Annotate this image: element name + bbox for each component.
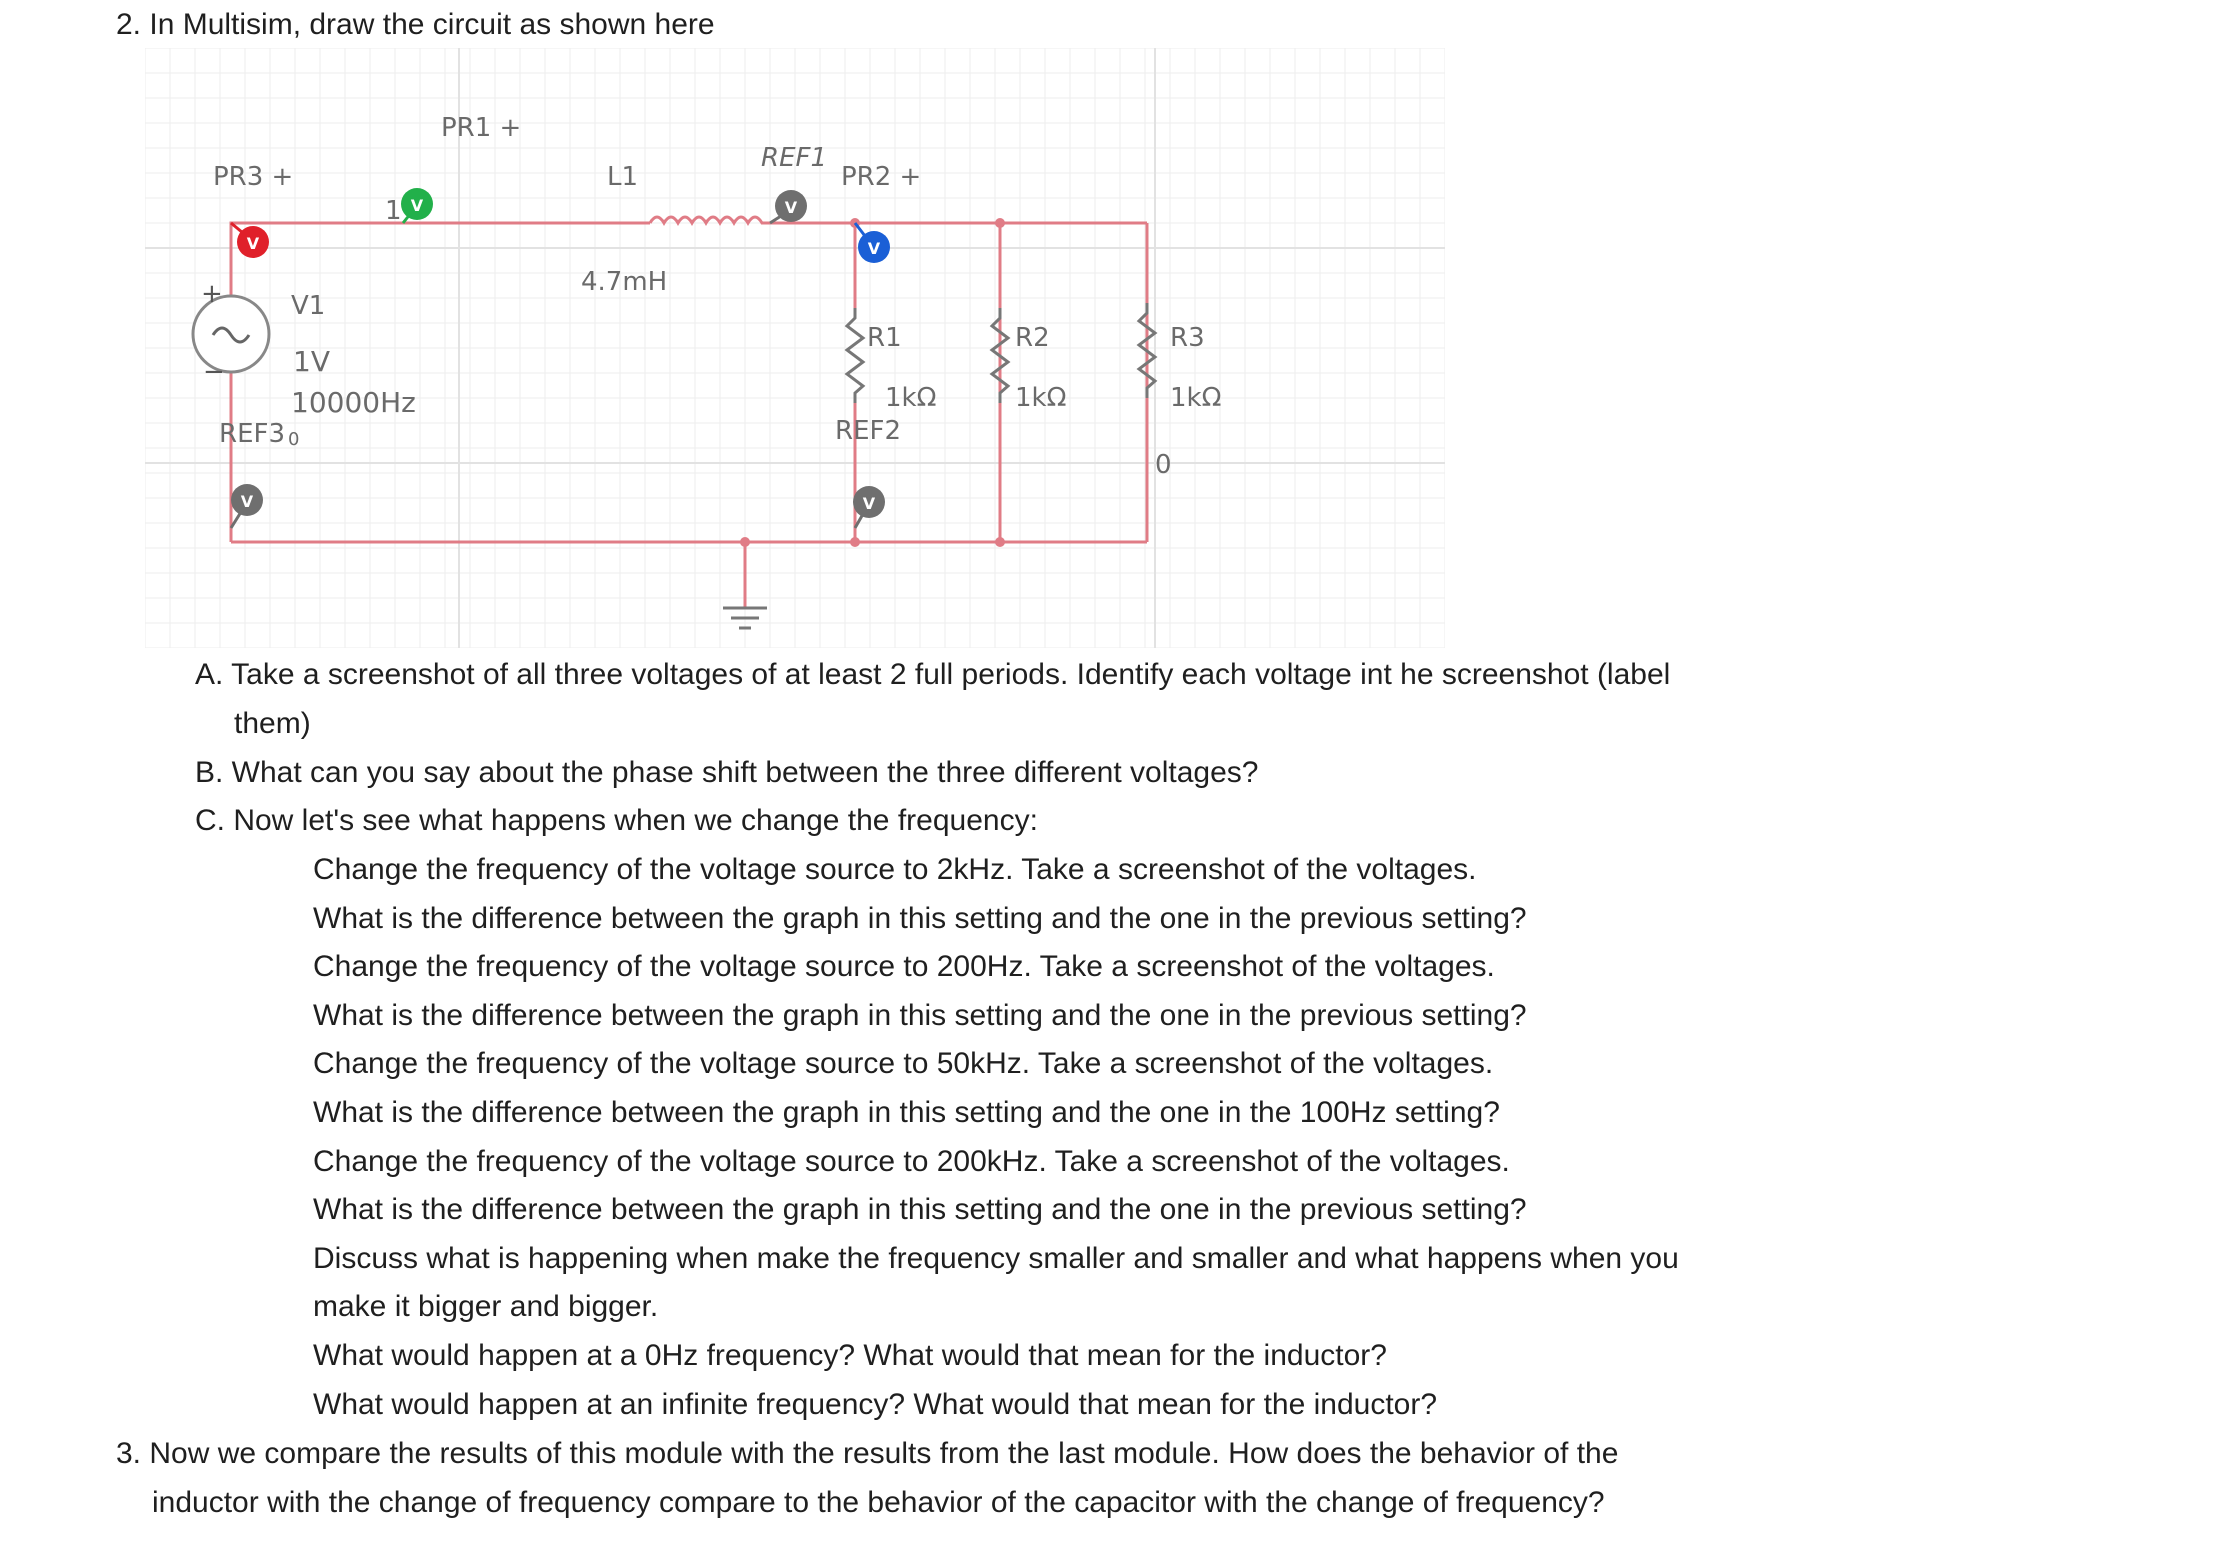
label-ref2: REF2 [835,416,901,446]
part-b: B. What can you say about the phase shift between the three different voltages? [195,756,1259,789]
probe-pr1-letter: V [410,196,424,215]
label-inductor-name: L1 [607,162,639,192]
label-node-0-source: 0 [288,429,300,450]
svg-text:−: − [203,357,225,387]
roman-item-text: What would happen at a 0Hz frequency? What would that mean for the inductor? [313,1339,1387,1372]
question-3-line-2: inductor with the change of frequency compare to the behavior of the capacitor with the change of frequency? [152,1486,1605,1519]
label-source-frequency: 10000Hz [291,386,416,419]
probe-ref3-letter: V [240,492,254,511]
roman-item-text: What is the difference between the graph in this setting and the one in the previous setting? [313,998,1527,1032]
probe-ref2-letter: V [862,494,876,513]
roman-item-text: What is the difference between the graph in this setting and the one in the previous setting? [313,901,1527,935]
label-r2-name: R2 [1015,323,1050,353]
part-a-line-2: them) [234,707,311,740]
label-ref1: REF1 [761,143,827,173]
roman-item-text: What is the difference between the graph in this setting and the one in the previous setting? [313,1193,1527,1227]
grid-background [145,48,1445,648]
roman-item-text: What would happen at an infinite frequency? What would that mean for the inductor? [313,1387,1438,1421]
roman-item-text: Discuss what is happening when make the frequency smaller and smaller and what happens when you [313,1241,1679,1275]
probe-pr3-letter: V [246,234,260,253]
label-r1-name: R1 [867,323,902,353]
label-source-amplitude: 1V [293,345,330,378]
part-c: C. Now let's see what happens when we change the frequency: [195,804,1038,837]
label-r3-value: 1kΩ [1170,383,1222,413]
label-pr2: PR2 + [841,162,922,192]
label-r2-value: 1kΩ [1015,383,1067,413]
probe-ref1-letter: V [784,198,798,217]
label-r1-value: 1kΩ [885,383,937,413]
label-ref3: REF3 [219,419,285,449]
part-a-line-1: A. Take a screenshot of all three voltages of at least 2 full periods. Identify each voltage int he screenshot (label [195,658,1671,691]
roman-item-text: Change the frequency of the voltage source to 200kHz. Take a screenshot of the voltages. [313,1144,1510,1178]
svg-text:+: + [201,279,223,309]
roman-item-text: make it bigger and bigger. [313,1290,659,1324]
label-node-1: 1 [385,196,402,226]
label-pr3: PR3 + [213,162,294,192]
roman-item-text: Change the frequency of the voltage source to 2kHz. Take a screenshot of the voltages. [313,853,1477,886]
question-3-line-1: 3. Now we compare the results of this module with the results from the last module. How does the behavior of the [116,1437,1619,1470]
label-inductor-value: 4.7mH [581,267,668,297]
roman-item-text: Change the frequency of the voltage source to 200Hz. Take a screenshot of the voltages. [313,950,1495,984]
label-pr1: PR1 + [441,113,522,143]
roman-item-text: What is the difference between the graph in this setting and the one in the 100Hz setting? [313,1096,1500,1129]
roman-item-text: Change the frequency of the voltage source to 50kHz. Take a screenshot of the voltages. [313,1047,1494,1081]
label-source-name: V1 [291,291,326,321]
circuit-schematic [145,48,1445,648]
label-r3-name: R3 [1170,323,1205,353]
question-2-heading: 2. In Multisim, draw the circuit as shown here [116,8,715,41]
probe-pr2-letter: V [867,239,881,258]
label-node-0-r3: 0 [1155,450,1172,480]
